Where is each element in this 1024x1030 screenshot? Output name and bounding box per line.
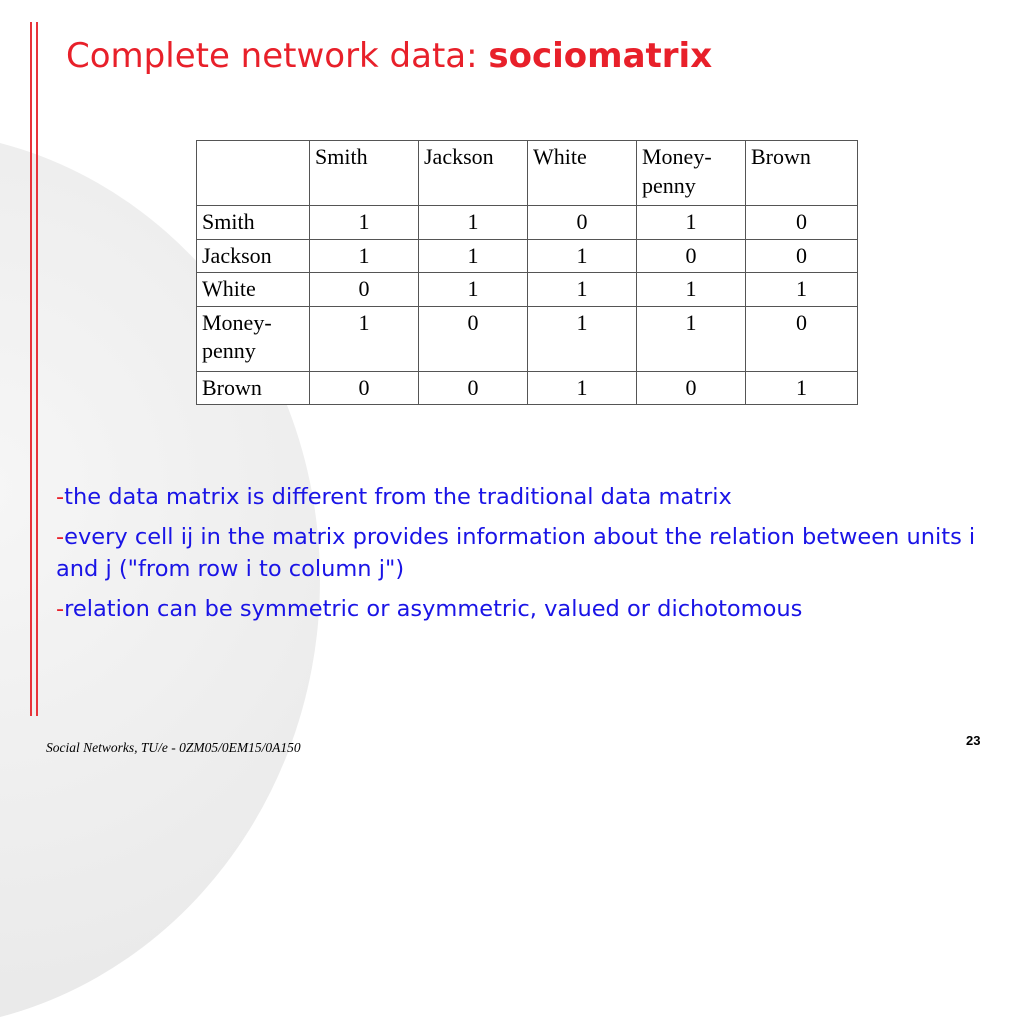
matrix-cell: 1 [310, 206, 419, 240]
matrix-cell: 0 [528, 206, 637, 240]
matrix-cell: 1 [310, 239, 419, 273]
accent-line-left [30, 22, 32, 716]
matrix-cell: 0 [310, 273, 419, 307]
matrix-cell: 1 [419, 206, 528, 240]
slide-title-bold: sociomatrix [488, 36, 713, 76]
row-label: Smith [197, 206, 310, 240]
bullet-dash: - [56, 484, 65, 510]
column-header: Jackson [419, 141, 528, 206]
matrix-cell: 1 [419, 239, 528, 273]
bullet-item [56, 482, 1006, 514]
matrix-cell: 1 [746, 371, 858, 405]
table-row [197, 239, 858, 273]
matrix-cell: 1 [310, 306, 419, 371]
table-row [197, 371, 858, 405]
table-row [197, 273, 858, 307]
matrix-cell: 0 [419, 306, 528, 371]
table-corner-cell [197, 141, 310, 206]
column-header: White [528, 141, 637, 206]
table-header-row [197, 141, 858, 206]
column-header: Money-penny [637, 141, 746, 206]
matrix-cell: 0 [637, 371, 746, 405]
bullet-text: every cell ij in the matrix provides information about the relation between units i and j ("from row i to column j") [56, 523, 976, 582]
matrix-cell: 1 [637, 273, 746, 307]
matrix-cell: 1 [528, 273, 637, 307]
bullet-text: the data matrix is different from the traditional data matrix [64, 484, 732, 510]
matrix-cell: 0 [419, 371, 528, 405]
bullet-item [56, 594, 1006, 626]
matrix-cell: 1 [528, 239, 637, 273]
row-label: Money-penny [197, 306, 310, 371]
slide-title-plain: Complete network data: [66, 36, 489, 76]
bullet-item [56, 522, 1006, 586]
matrix-cell: 1 [528, 306, 637, 371]
bullet-list [56, 482, 1006, 634]
matrix-cell: 0 [746, 206, 858, 240]
matrix-cell: 1 [637, 206, 746, 240]
slide-title [66, 36, 712, 76]
row-label: Jackson [197, 239, 310, 273]
bullet-dash: - [56, 595, 65, 622]
matrix-cell: 0 [637, 239, 746, 273]
bullet-text: relation can be symmetric or asymmetric, valued or dichotomous [64, 595, 803, 622]
table-row [197, 306, 858, 371]
matrix-cell: 1 [419, 273, 528, 307]
matrix-cell: 0 [310, 371, 419, 405]
table-row [197, 206, 858, 240]
slide-footer: Social Networks, TU/e - 0ZM05/0EM15/0A150 [46, 740, 301, 755]
matrix-cell: 1 [637, 306, 746, 371]
row-label: White [197, 273, 310, 307]
column-header: Smith [310, 141, 419, 206]
row-label: Brown [197, 371, 310, 405]
accent-line-right [36, 22, 38, 716]
matrix-cell: 0 [746, 239, 858, 273]
sociomatrix-table [196, 140, 858, 405]
bullet-dash: - [56, 523, 65, 550]
page-number: 23 [966, 733, 981, 748]
column-header: Brown [746, 141, 858, 206]
matrix-cell: 0 [746, 306, 858, 371]
matrix-cell: 1 [528, 371, 637, 405]
matrix-cell: 1 [746, 273, 858, 307]
